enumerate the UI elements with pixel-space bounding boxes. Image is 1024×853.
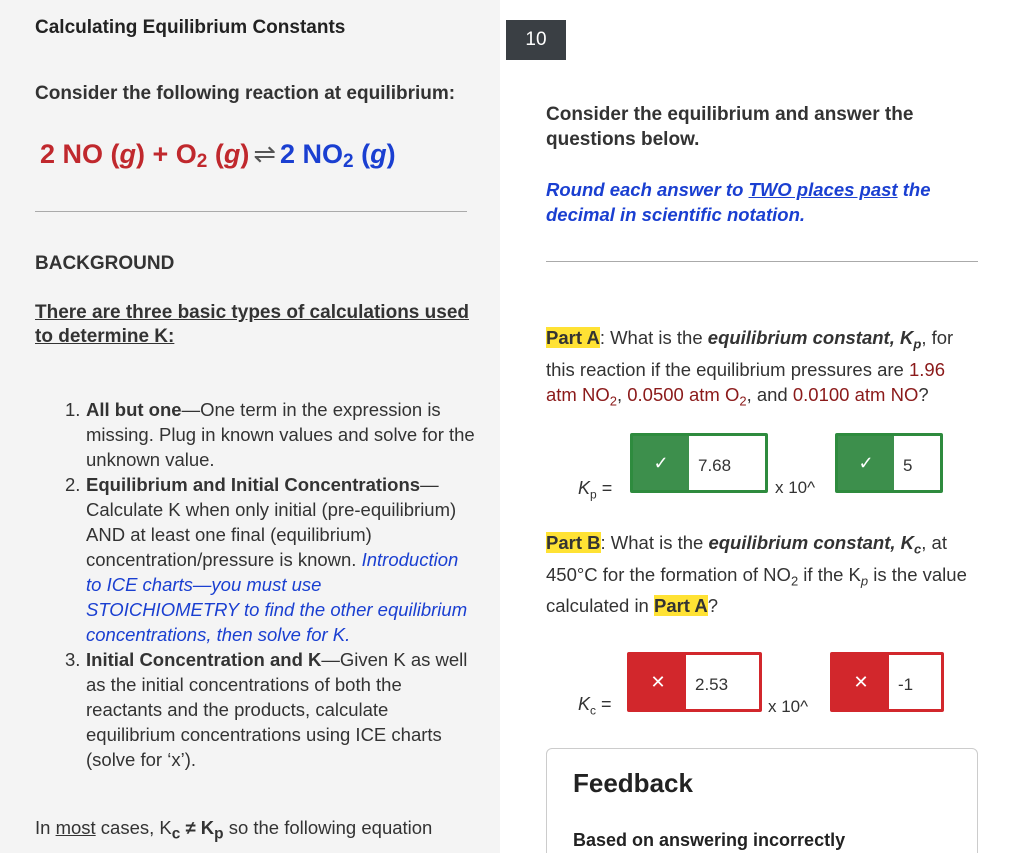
reaction-equation: 2 NO $(g) + O_2$ (g) ⇌ 2 $NO_2$ (g) bbox=[40, 139, 396, 172]
kp-mantissa-input[interactable] bbox=[630, 433, 768, 493]
divider bbox=[35, 211, 467, 212]
kc-kp-note: In most cases, $K_c \ne K_p$ so the following equation bbox=[35, 817, 433, 843]
question-intro: Consider the equilibrium and answer the questions below. bbox=[546, 104, 914, 150]
times-ten-label: x 10^ bbox=[775, 478, 816, 497]
kp-label: $K_p$ = bbox=[578, 478, 613, 502]
list-item: 1. All but one—One term in the expression is missing. Plug in known values and solve for the unknown value. bbox=[65, 399, 475, 470]
three-types-heading: There are three basic types of calculations used to determine K: bbox=[35, 302, 469, 347]
background-panel bbox=[0, 0, 500, 853]
feedback-subtitle: Based on answering incorrectly bbox=[573, 830, 846, 850]
kc-exponent-value: -1 bbox=[889, 655, 941, 709]
x-mark-icon: ✕ bbox=[630, 655, 686, 709]
list-item: 3. Initial Concentration and K—Given K as well as the initial concentrations of both the reactants and the products, calculate equilibrium concentrations using ICE charts (solve for ‘x’). bbox=[65, 649, 468, 770]
kp-exponent-input[interactable] bbox=[835, 433, 943, 493]
calculation-types-list bbox=[65, 397, 475, 772]
list-item: 2. Equilibrium and Initial Concentrations— Calculate K when only initial (pre-equilibrium) AND at least one final (equilibrium) concentration/pressure is known. Introduction to ICE charts—you must use STOICHIOMETRY to find the other equilibrium concentrations, then solve for K. bbox=[65, 474, 468, 645]
kc-label: $K_c$ = bbox=[578, 694, 612, 718]
feedback-card bbox=[546, 748, 978, 853]
background-heading: BACKGROUND bbox=[35, 253, 175, 274]
page-title: Calculating Equilibrium Constants bbox=[35, 17, 346, 38]
kp-mantissa-value: 7.68 bbox=[689, 436, 765, 490]
consider-reaction-text: Consider the following reaction at equilibrium: bbox=[35, 83, 456, 104]
part-a-question: Part A: What is the equilibrium constant, $K_p$, for this reaction if the equilibrium pressures are 1.96 atm $NO_2$, 0.0500 atm $O_2$, and 0.0100 atm NO? bbox=[546, 327, 954, 409]
feedback-title: Feedback bbox=[573, 768, 693, 798]
kc-mantissa-value: 2.53 bbox=[686, 655, 759, 709]
equilibrium-arrow-icon: ⇌ bbox=[253, 139, 276, 169]
divider bbox=[546, 261, 978, 262]
x-mark-icon: ✕ bbox=[833, 655, 889, 709]
kc-exponent-input[interactable] bbox=[830, 652, 944, 712]
part-b-question: Part B: What is the equilibrium constant, $K_c$, at 450°C for the formation of $NO_2$ if the $K_p$ is the value calculated in Part A? bbox=[546, 532, 967, 617]
times-ten-label: x 10^ bbox=[768, 697, 809, 716]
ice-chart-link[interactable]: Introduction to ICE charts—you must use STOICHIOMETRY to find the other equilibrium concentrations, then solve for K. bbox=[86, 549, 468, 645]
checkmark-icon: ✓ bbox=[633, 436, 689, 490]
rounding-instructions: Round each answer to TWO places past the decimal in scientific notation. bbox=[546, 179, 931, 225]
kp-exponent-value: 5 bbox=[894, 436, 940, 490]
kc-mantissa-input[interactable] bbox=[627, 652, 762, 712]
checkmark-icon: ✓ bbox=[838, 436, 894, 490]
question-number-badge: 10 bbox=[506, 20, 566, 60]
